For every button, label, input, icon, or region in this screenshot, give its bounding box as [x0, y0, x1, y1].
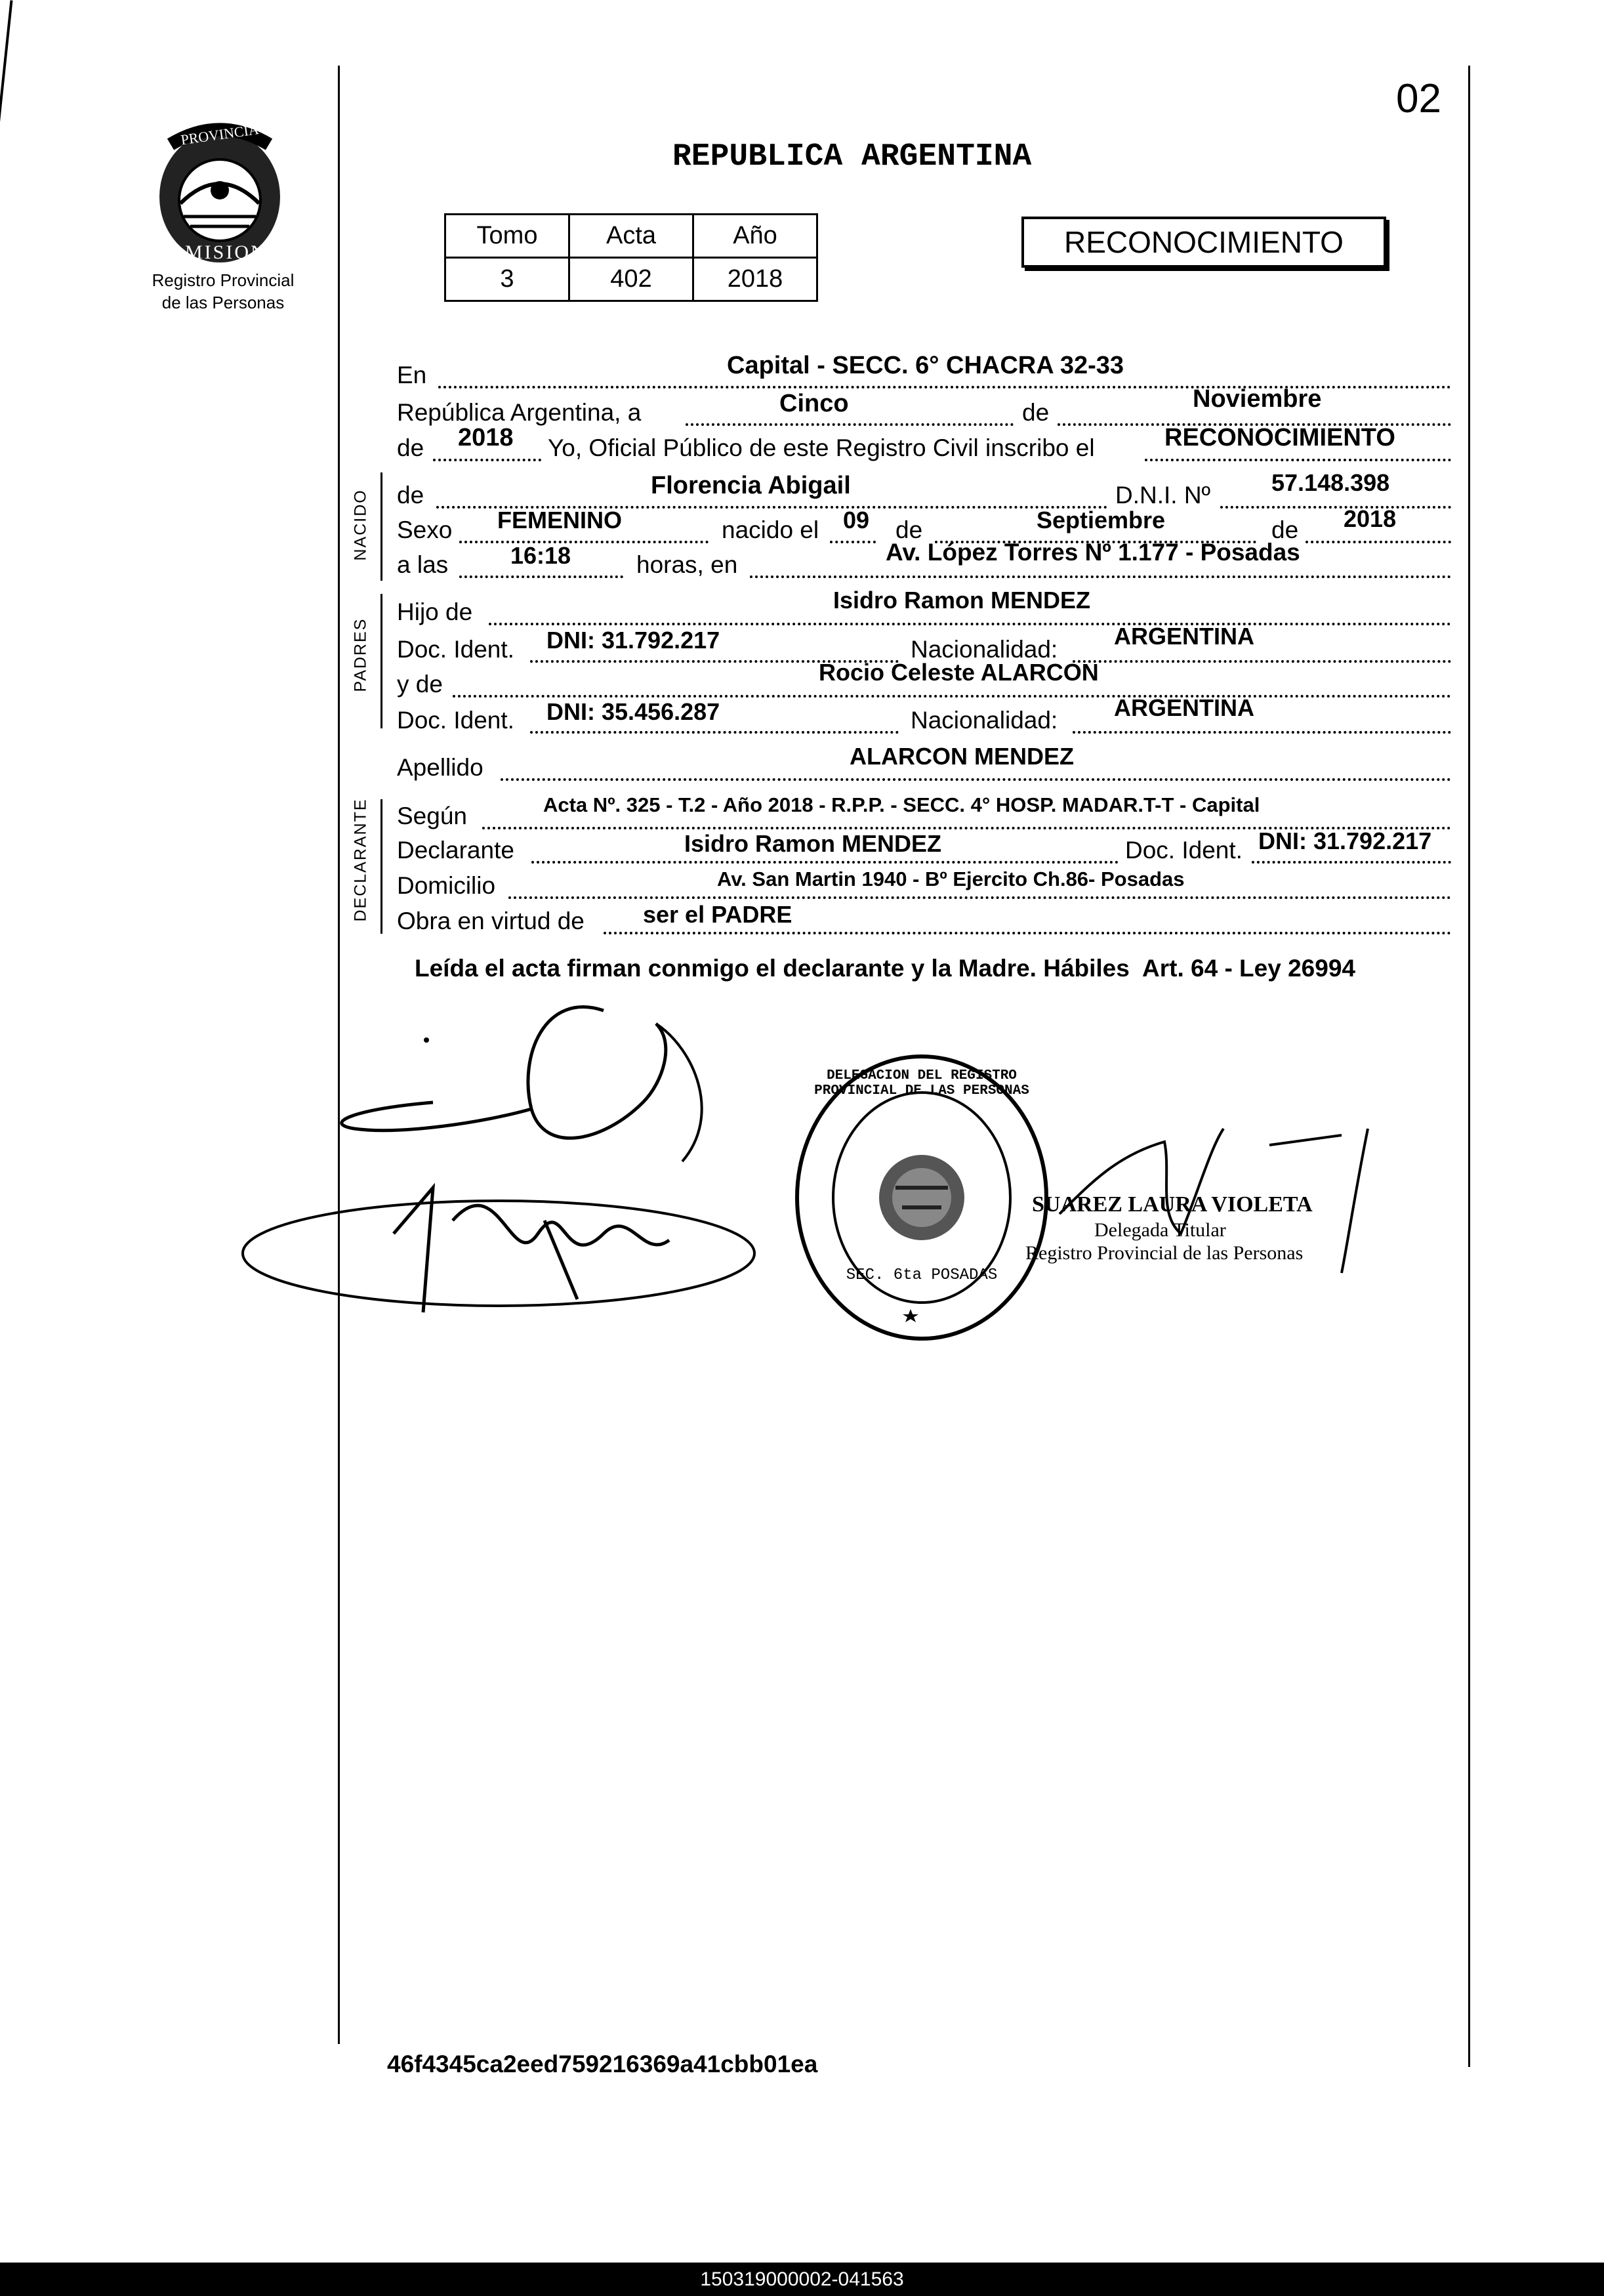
emblem-top-text: PROVINCIA DE — [179, 117, 282, 148]
document-title: REPUBLICA ARGENTINA — [672, 139, 1032, 175]
segun-value: Acta Nº. 325 - T.2 - Año 2018 - R.P.P. - SECC. 4° HOSP. MADAR.T-T - Capital — [543, 793, 1260, 816]
declarante-side-label: DECLARANTE — [351, 798, 370, 922]
mother-nat-value: ARGENTINA — [1114, 694, 1254, 721]
en-label: En — [397, 362, 427, 388]
de-label: de — [397, 434, 424, 461]
act-type-box: RECONOCIMIENTO — [1021, 217, 1386, 268]
month-value: Noviembre — [1193, 385, 1322, 413]
right-frame-line — [1468, 66, 1470, 2067]
domicilio-label: Domicilio — [397, 872, 496, 899]
register-table — [444, 213, 818, 302]
nacido-side-label: NACIDO — [351, 489, 370, 561]
dots — [459, 541, 709, 543]
segun-label: Según — [397, 803, 467, 829]
declarant-signature — [236, 971, 761, 1339]
footer-bar — [0, 2263, 1604, 2296]
register-header-acta: Acta — [569, 215, 693, 258]
place-value: Capital - SECC. 6° CHACRA 32-33 — [727, 352, 1124, 379]
officer-text: Yo, Oficial Público de este Registro Civil inscribo el — [548, 434, 1095, 461]
domicilio-value: Av. San Martin 1940 - Bº Ejercito Ch.86- Posadas — [717, 867, 1185, 890]
obra-value: ser el PADRE — [643, 901, 792, 928]
yde-label: y de — [397, 671, 443, 698]
register-table-header — [445, 215, 817, 258]
dots — [453, 695, 1451, 698]
dots — [459, 575, 623, 578]
obra-label: Obra en virtud de — [397, 908, 585, 934]
father-nat-value: ARGENTINA — [1114, 623, 1254, 650]
officer-org: Registro Provincial de las Personas — [1025, 1242, 1304, 1264]
de-label: de — [1271, 516, 1299, 543]
dots — [433, 459, 541, 461]
document-hash: 46f4345ca2eed759216369a41cbb01ea — [387, 2051, 818, 2077]
dots — [604, 932, 1451, 934]
register-table-values — [445, 258, 817, 301]
emblem-bottom-text: MISIONES — [185, 241, 294, 263]
year-value: 2018 — [458, 424, 514, 451]
stamp-ring-text: DELEGACION DEL REGISTRO PROVINCIAL DE LAS PERSONAS — [814, 1068, 1029, 1098]
register-value-acta: 402 — [569, 258, 693, 301]
dots — [501, 778, 1451, 781]
mother-name-value: Rocio Celeste ALARCON — [819, 659, 1099, 686]
nacido-de-label: de — [397, 482, 424, 509]
dots — [1073, 731, 1451, 734]
birth-time-value: 16:18 — [510, 542, 571, 569]
dots — [1220, 506, 1451, 509]
mother-doc-value: DNI: 35.456.287 — [546, 698, 720, 725]
dots — [686, 423, 1014, 426]
nacido-el-label: nacido el — [722, 516, 819, 543]
de-label: de — [1022, 399, 1050, 426]
official-stamp — [791, 1050, 1053, 1345]
declarante-bracket — [380, 799, 382, 934]
birth-year-value: 2018 — [1344, 505, 1397, 532]
register-value-tomo: 3 — [445, 258, 569, 301]
dots — [531, 861, 1119, 864]
padres-side-label: PADRES — [351, 617, 370, 692]
dots — [1252, 861, 1451, 864]
dots — [508, 896, 1451, 899]
dots — [489, 623, 1451, 625]
dots — [530, 731, 899, 734]
child-dni-value: 57.148.398 — [1271, 469, 1390, 496]
alas-label: a las — [397, 551, 449, 578]
day-value: Cinco — [779, 390, 849, 417]
birth-place-value: Av. López Torres Nº 1.177 - Posadas — [886, 539, 1300, 566]
mother-nat-label: Nacionalidad: — [911, 707, 1058, 734]
father-name-value: Isidro Ramon MENDEZ — [833, 587, 1091, 614]
province-emblem — [144, 118, 295, 269]
dots — [1073, 660, 1451, 663]
page-number: 02 — [1396, 76, 1441, 121]
father-nat-label: Nacionalidad: — [911, 636, 1058, 663]
apellido-value: ALARCON MENDEZ — [850, 743, 1074, 770]
mother-doc-label: Doc. Ident. — [397, 707, 514, 734]
dots — [750, 575, 1451, 578]
footer-code: 150319000002-041563 — [700, 2268, 904, 2290]
register-header-tomo: Tomo — [445, 215, 569, 258]
child-name-value: Florencia Abigail — [651, 472, 851, 499]
dots — [830, 541, 876, 543]
nacido-bracket — [380, 472, 382, 581]
stamp-inner-text: SEC. 6ta POSADAS — [846, 1266, 998, 1284]
register-value-ano: 2018 — [693, 258, 817, 301]
act-word-value: RECONOCIMIENTO — [1164, 424, 1395, 451]
father-doc-label: Doc. Ident. — [397, 636, 514, 663]
officer-name: SUAREZ LAURA VIOLETA — [1032, 1192, 1313, 1217]
padres-bracket — [380, 594, 382, 728]
hijo-label: Hijo de — [397, 598, 473, 625]
declarante-name-value: Isidro Ramon MENDEZ — [684, 830, 942, 857]
birth-day-value: 09 — [843, 507, 870, 533]
sexo-value: FEMENINO — [497, 507, 623, 533]
declarante-doc-value: DNI: 31.792.217 — [1258, 827, 1432, 854]
margin-mark — [0, 0, 12, 144]
dots — [1306, 541, 1451, 543]
closing-text: Leída el acta firman conmigo el declarante y la Madre. Hábiles Art. 64 - Ley 26994 — [415, 955, 1355, 982]
sexo-label: Sexo — [397, 516, 453, 543]
de-label: de — [895, 516, 923, 543]
apellido-label: Apellido — [397, 754, 483, 781]
registry-label-line2: de las Personas — [161, 293, 285, 312]
horas-label: horas, en — [636, 551, 738, 578]
officer-title: Delegada Titular — [1094, 1219, 1226, 1241]
dots — [1145, 459, 1451, 461]
declarante-label: Declarante — [397, 837, 514, 864]
declarante-doc-label: Doc. Ident. — [1125, 837, 1243, 864]
father-doc-value: DNI: 31.792.217 — [546, 627, 720, 654]
register-header-ano: Año — [693, 215, 817, 258]
dni-label: D.N.I. Nº — [1115, 482, 1211, 509]
republica-label: República Argentina, a — [397, 399, 642, 426]
registry-label-line1: Registro Provincial — [152, 270, 295, 290]
birth-month-value: Septiembre — [1037, 507, 1166, 533]
